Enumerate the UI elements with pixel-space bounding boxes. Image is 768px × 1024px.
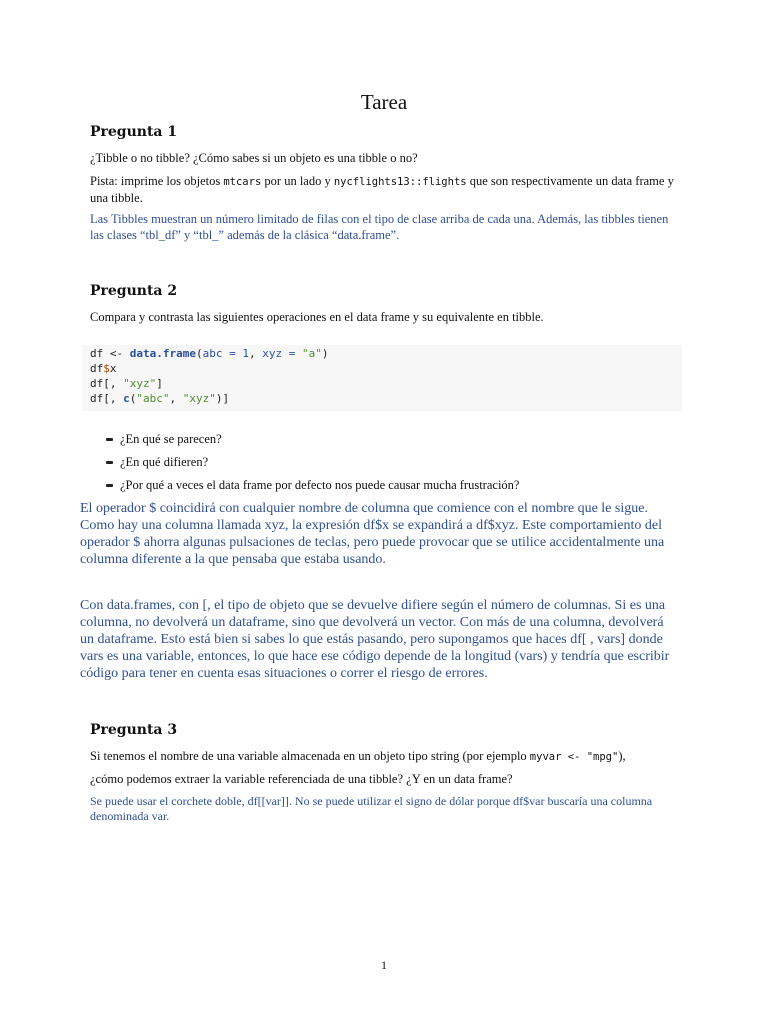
bullet-icon bbox=[106, 461, 113, 464]
q1-hint-pre: Pista: imprime los objetos bbox=[90, 174, 224, 188]
q3-answer: Se puede usar el corchete doble, df[[var]]. No se puede utilizar el signo de dólar porque df$var buscaría una columna denominada var. bbox=[90, 794, 653, 823]
document-page: Tarea Pregunta 1 ¿Tibble o no tibble? ¿Cómo sabes si un objeto es una tibble o no? Pista: imprime los objetos mtcars por un lado y nycflights13::flights que son respectivamente un data frame y una tibble. Las Tibbles muestran un número limitado de filas con el tipo de clase arriba de cada una. Además, las tibbles tienen las clases “tbl_df” y “tbl_” además de la clásica “data.frame”. Pregunta 2 Compara y contrasta las siguientes operaciones en el data frame y su equivalente en tibble. df <- data.frame(abc = 1, xyz = "a") df$x df[, "xyz"] df[, c("abc", "xyz")] ¿En qué se parecen? ¿En qué difieren? ¿Por qué a veces el data frame por defecto nos puede causar mucha frustración? El operador $ coincidirá con cualquier nombre de columna que comience con el nombre que le sigue. Como hay una columna llamada xyz, la expresión df$x se expandirá a df$xyz. Este comportamiento del operador $ ahorra algunas pulsaciones de teclas, pero puede provocar que se utilice accidentalmente una columna diferente a la que pensaba que estaba usando. Con data.frames, con [, el tipo de objeto que se devuelve difiere según el número de columnas. Si es una columna, no devolverá un dataframe, sino que devolverá un vector. Con más de una columna, devolverá un dataframe. Esto está bien si sabes lo que estás pasando, pero supongamos que haces df[ , vars] donde vars es una variable, entonces, lo que hace ese código depende de la longitud (vars) y tendría que escribir código para tener en cuenta esas situaciones o correr el riesgo de errores. Pregunta 3 Si tenemos el nombre de una variable almacenada en un objeto tipo string (por ejemplo myvar <- "mpg"), ¿cómo podemos extraer la variable referenciada de una tibble? ¿Y en un data frame? Se puede usar el corchete doble, df[[var]]. No se puede utilizar el signo de dólar porque df$var buscaría una columna denominada var. 1 bbox=[0, 0, 768, 1024]
code-line-1: df <- data.frame(abc = 1, xyz = "a") bbox=[90, 347, 329, 360]
q1-hint-mid: por un lado y bbox=[261, 174, 334, 188]
q1-answer: Las Tibbles muestran un número limitado de filas con el tipo de clase arriba de cada una. Además, las tibbles tienen las clases “tbl_df” y “tbl_” además de la clásica “data.frame”. bbox=[90, 212, 669, 242]
q2-answer-2: Con data.frames, con [, el tipo de objeto que se devuelve difiere según el número de columnas. Si es una columna, no devolverá un dataframe, sino que devolverá un vector. Con más de una columna, devolverá un dataframe. Esto está bien si sabes lo que estás pasando, pero supongamos que haces df[ , vars] donde vars es una variable, entonces, lo que hace ese código depende de la longitud (vars) y tendría que escribir código para tener en cuenta esas situaciones o correr el riesgo de errores. bbox=[80, 598, 670, 681]
q2-question: Compara y contrasta las siguientes operaciones en el data frame y su equivalente en tibble. bbox=[90, 310, 544, 324]
bullet-icon bbox=[106, 438, 113, 441]
code-line-2: df$x bbox=[90, 362, 117, 375]
code-block bbox=[82, 345, 682, 411]
code-line-3: df[, "xyz"] bbox=[90, 377, 163, 390]
q2-answer-1: El operador $ coincidirá con cualquier nombre de columna que comience con el nombre que le sigue. Como hay una columna llamada xyz, la expresión df$x se expandirá a df$xyz. Este comportamiento del operador $ ahorra algunas pulsaciones de teclas, pero puede provocar que se utilice accidentalmente una columna diferente a la que pensaba que estaba usando. bbox=[80, 501, 665, 567]
q3-question-code: myvar <- "mpg" bbox=[529, 751, 619, 763]
heading-pregunta-1: Pregunta 1 bbox=[90, 124, 178, 140]
document-title: Tarea bbox=[360, 90, 408, 114]
page-number: 1 bbox=[381, 958, 387, 972]
code-line-4: df[, c("abc", "xyz")] bbox=[90, 392, 230, 405]
bullet-icon bbox=[106, 484, 113, 487]
q3-question-line-2: ¿cómo podemos extraer la variable referenciada de una tibble? ¿Y en un data frame? bbox=[90, 772, 513, 786]
q1-hint-code-mtcars: mtcars bbox=[223, 176, 262, 188]
q1-hint bbox=[90, 173, 680, 206]
q1-question: ¿Tibble o no tibble? ¿Cómo sabes si un objeto es una tibble o no? bbox=[90, 151, 418, 165]
q1-hint-code-flights: nycflights13::flights bbox=[333, 176, 467, 188]
q1-hint-post: que son respectivamente un data frame y una tibble. bbox=[90, 174, 674, 205]
heading-pregunta-2: Pregunta 2 bbox=[90, 283, 178, 299]
heading-pregunta-3: Pregunta 3 bbox=[90, 722, 178, 738]
q3-question: Si tenemos el nombre de una variable almacenada en un objeto tipo string (por ejemplo myvar <- "mpg"), bbox=[90, 749, 626, 763]
